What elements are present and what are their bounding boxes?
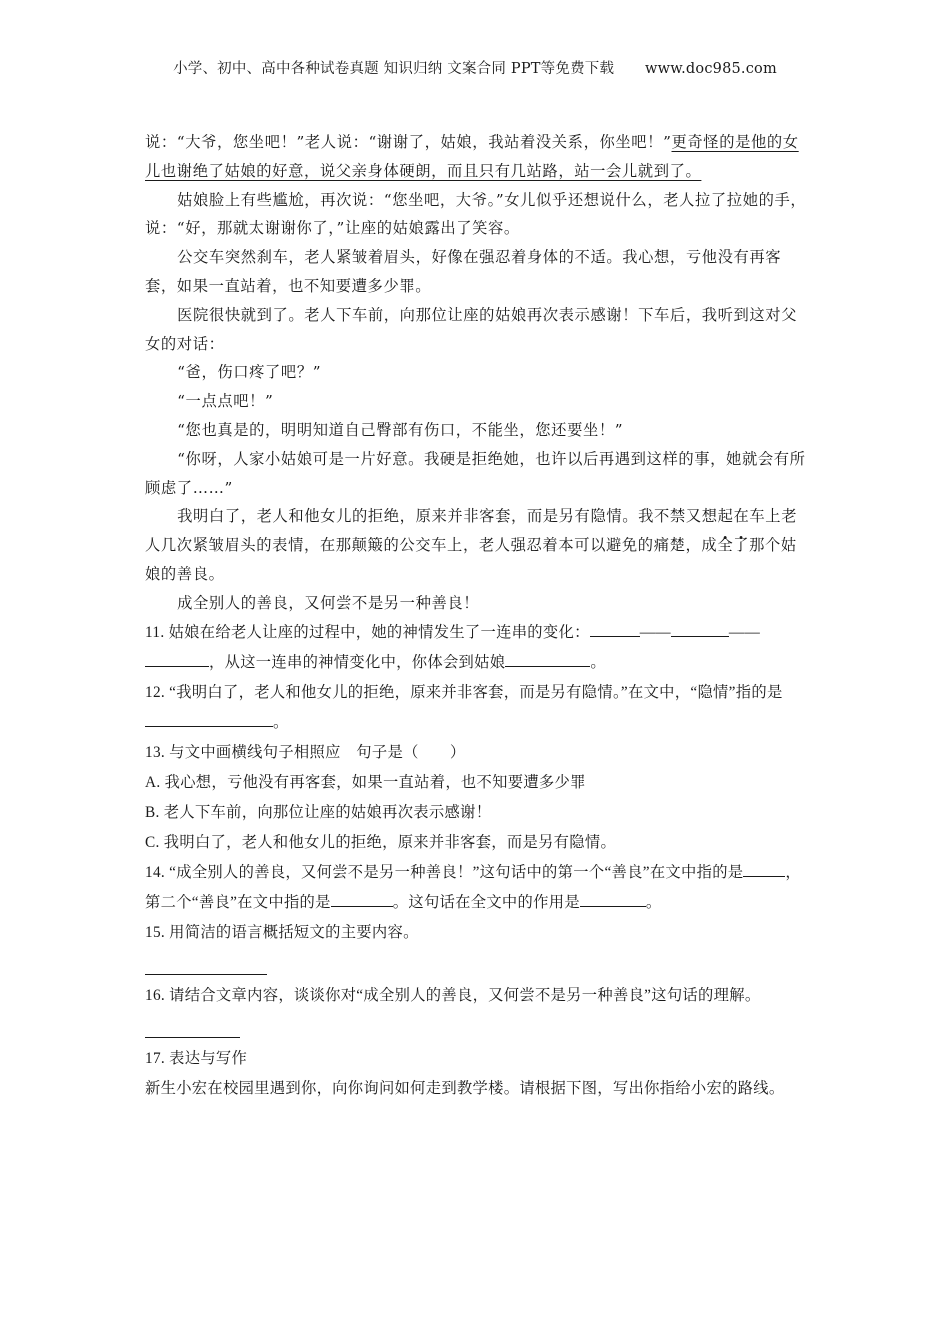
dotted-char: 成: [701, 536, 718, 555]
answer-line[interactable]: [145, 974, 267, 975]
story-paragraph-3: 公交车突然刹车，老人紧皱着眉头，好像在强忍着身体的不适。我心想，亏他没有再客套，如果一直站着，也不知要遭多少罪。: [145, 248, 782, 295]
question-text: 12. “我明白了，老人和他女儿的拒绝，原来并非客套，而是另有隐情。”在文中，“隐情”指的是: [145, 683, 783, 701]
story-text: 说：“大爷，您坐吧！”老人说：“谢谢了，姑娘，我站着没关系，你坐吧！”: [145, 133, 672, 151]
question-17-description: 新生小宏在校园里遇到你，向你询问如何走到教学楼。请根据下图，写出你指给小宏的路线。: [145, 1079, 785, 1097]
option-b[interactable]: B. 老人下车前，向那位让座的姑娘再次表示感谢！: [145, 803, 492, 821]
dotted-char: 全: [717, 536, 734, 555]
answer-blank[interactable]: [505, 649, 590, 667]
question-14: [145, 858, 810, 918]
header-text: 小学、初中、高中各种试卷真题 知识归纳 文案合同 PPT等免费下载: [173, 61, 615, 77]
question-text: ，第二个“善良”在文中指的是: [145, 863, 802, 911]
question-16: 16. 请结合文章内容，谈谈你对“成全别人的善良，又何尝不是另一种善良”这句话的理解。: [145, 986, 761, 1004]
answer-line[interactable]: [145, 1037, 240, 1038]
dialogue-line-1: “爸，伤口疼了吧？”: [177, 363, 322, 382]
dialogue-line-2: “一点点吧！”: [177, 392, 274, 411]
option-c[interactable]: C. 我明白了，老人和他女儿的拒绝，原来并非客套，而是另有隐情。: [145, 833, 617, 851]
dialogue-line-4: “你呀，人家小姑娘可是一片好意。我硬是拒绝她，也许以后再遇到这样的事，她就会有所顾虑了……”: [145, 449, 806, 497]
question-text: 11. 姑娘在给老人让座的过程中，她的神情发生了一连串的变化：: [145, 623, 590, 641]
underlined-sentence: 更奇怪的是他的女儿也谢绝了姑娘的好意，说父亲身体硬朗，而且只有几站路，站一会儿就到了。: [145, 133, 799, 180]
answer-blank[interactable]: [580, 889, 646, 907]
answer-blank[interactable]: [331, 889, 393, 907]
story-paragraph-4: 医院很快就到了。老人下车前，向那位让座的姑娘再次表示感谢！下车后，我听到这对父女的对话：: [145, 305, 798, 353]
story-text: 我明白了，老人和他女儿的拒绝，原来并非客套，而是另有隐情。我不禁又想起在车上老人几次紧皱眉头的表情，在那颠簸的公交车上，老人强忍着本可以避免的痛楚，: [145, 507, 798, 555]
question-12: [145, 678, 810, 738]
story-text: 了那个姑娘的善良。: [145, 536, 797, 583]
story-paragraph-2: 姑娘脸上有些尴尬，再次说：“您坐吧，大爷。”女儿似乎还想说什么，老人拉了拉她的手，说：“好，那就太谢谢你了，”让座的姑娘露出了笑容。: [145, 190, 807, 238]
story-paragraph-1: [145, 128, 810, 186]
dash: ——: [728, 623, 761, 641]
answer-blank[interactable]: [145, 709, 273, 727]
header-site-url[interactable]: www.doc985.com: [644, 61, 777, 77]
answer-blank[interactable]: [590, 619, 640, 637]
dialogue-line-3: “您也真是的，明明知道自己臀部有伤口，不能坐，您还要坐！”: [177, 420, 624, 439]
question-17: 17. 表达与写作: [145, 1049, 248, 1067]
answer-blank[interactable]: [671, 619, 729, 637]
answer-blank[interactable]: [145, 649, 209, 667]
question-13: 13. 与文中画横线句子相照应 句子是（ ）: [145, 743, 466, 761]
answer-blank[interactable]: [743, 859, 785, 877]
punct: 。: [645, 893, 662, 911]
punct: 。: [273, 713, 289, 731]
dash: ——: [639, 623, 671, 641]
document-body: [145, 128, 810, 1104]
story-paragraph-5: [145, 502, 810, 588]
question-11: [145, 618, 810, 678]
question-text: 。这句话在全文中的作用是: [392, 893, 580, 911]
question-text: ，从这一连串的神情变化中，你体会到姑娘: [209, 653, 506, 671]
page-header: [0, 57, 950, 78]
story-paragraph-6: 成全别人的善良，又何尝不是另一种善良！: [177, 593, 480, 612]
punct: 。: [590, 653, 606, 671]
question-text: 14. “成全别人的善良，又何尝不是另一种善良！”这句话中的第一个“善良”在文中指的是: [145, 863, 744, 881]
question-15: 15. 用简洁的语言概括短文的主要内容。: [145, 923, 419, 941]
option-a[interactable]: A. 我心想，亏他没有再客套，如果一直站着，也不知要遭多少罪: [145, 773, 586, 791]
